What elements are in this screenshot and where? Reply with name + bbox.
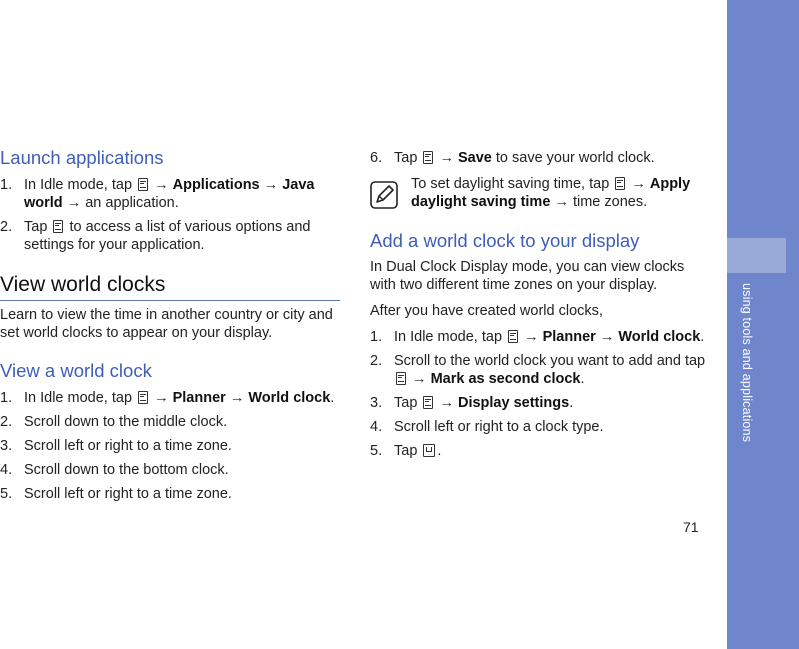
back-key-icon: [423, 444, 435, 457]
step-number: 3.: [370, 395, 383, 411]
menu-icon: [53, 220, 63, 233]
view-world-clocks-heading: View world clocks: [0, 272, 340, 301]
arrow: →: [524, 329, 539, 345]
menu-option-save: Save: [457, 150, 492, 166]
list-item: [0, 461, 340, 479]
step-text: Tap: [24, 219, 48, 235]
note-pencil-icon: [370, 181, 398, 209]
menu-icon: [138, 391, 148, 404]
step-number: 1.: [0, 390, 13, 406]
list-item: [370, 328, 710, 346]
list-item: [0, 389, 340, 407]
sidebar-section-title: using tools and applications: [740, 283, 754, 443]
list-item: [370, 394, 710, 412]
list-item: [0, 437, 340, 455]
note-text-part: time zones.: [572, 194, 648, 210]
step-text: to save your world clock.: [495, 150, 655, 166]
arrow: →: [631, 176, 646, 192]
step-text: Scroll to the world clock you want to add and tap: [394, 353, 706, 369]
launch-steps: [0, 176, 340, 254]
step-number: 1.: [0, 177, 13, 193]
step-text: Tap: [394, 395, 418, 411]
step-text: In Idle mode, tap: [394, 329, 503, 345]
menu-option-planner: Planner: [542, 329, 596, 345]
list-item: [370, 442, 710, 460]
arrow: →: [439, 395, 454, 411]
step-number: 3.: [0, 438, 13, 454]
list-item: [0, 413, 340, 431]
menu-option-world-clock: World clock: [248, 390, 331, 406]
punctuation: .: [437, 443, 442, 459]
arrow: →: [229, 390, 245, 406]
arrow: →: [66, 195, 82, 211]
step-text: Scroll down to the middle clock.: [24, 414, 228, 430]
step-number: 2.: [370, 353, 383, 369]
list-item: [0, 485, 340, 503]
world-clocks-description: Learn to view the time in another country or city and set world clocks to appear on your display.: [0, 307, 333, 341]
view-a-world-clock-heading: View a world clock: [0, 360, 152, 381]
view-clock-steps: [0, 389, 340, 503]
menu-option-world-clock: World clock: [618, 329, 701, 345]
menu-option-java-world: Java world: [24, 177, 315, 211]
step-text: Tap: [394, 150, 418, 166]
step-text: Tap: [394, 443, 418, 459]
step-text: to access a list of various options and settings for your application.: [24, 219, 311, 253]
arrow: →: [154, 390, 169, 406]
menu-option-mark-as-second-clock: Mark as second clock: [430, 371, 581, 387]
menu-option-apply-daylight-saving-time: Apply daylight saving time: [411, 176, 691, 210]
add-clock-steps: [370, 328, 710, 460]
page-number: 71: [683, 519, 699, 535]
step-text: Scroll down to the bottom clock.: [24, 462, 229, 478]
punctuation: .: [569, 395, 574, 411]
step-number: 6.: [370, 150, 383, 166]
right-column: [370, 146, 710, 460]
punctuation: .: [580, 371, 585, 387]
punctuation: .: [330, 390, 335, 406]
step-number: 1.: [370, 329, 383, 345]
step-text: an application.: [85, 195, 179, 211]
add-clock-description: In Dual Clock Display mode, you can view clocks with two different time zones on your display.: [370, 259, 685, 293]
step-text: Scroll left or right to a time zone.: [24, 438, 232, 454]
menu-option-applications: Applications: [172, 177, 260, 193]
step-number: 5.: [370, 443, 383, 459]
list-item: [370, 352, 710, 388]
arrow: →: [154, 177, 169, 193]
menu-icon: [396, 372, 406, 385]
menu-icon: [423, 151, 433, 164]
step-number: 2.: [0, 219, 13, 235]
menu-option-display-settings: Display settings: [457, 395, 570, 411]
arrow: →: [599, 329, 615, 345]
note: [370, 175, 710, 211]
step-number: 4.: [370, 419, 383, 435]
list-item: [0, 176, 340, 212]
menu-icon: [423, 396, 433, 409]
step-number: 4.: [0, 462, 13, 478]
launch-applications-heading: Launch applications: [0, 147, 164, 168]
step-number: 2.: [0, 414, 13, 430]
step-text: Scroll left or right to a clock type.: [394, 419, 604, 435]
add-world-clock-heading: Add a world clock to your display: [370, 230, 640, 251]
menu-option-planner: Planner: [172, 390, 226, 406]
sidebar-tab: [727, 238, 786, 273]
add-clock-intro: After you have created world clocks,: [370, 303, 603, 319]
note-text: [411, 175, 710, 211]
sidebar: [727, 0, 799, 649]
step-text: In Idle mode, tap: [24, 390, 133, 406]
save-step: [370, 149, 710, 167]
menu-icon: [615, 177, 625, 190]
list-item: [0, 218, 340, 254]
menu-icon: [138, 178, 148, 191]
note-text-part: To set daylight saving time, tap: [411, 176, 610, 192]
step-number: 5.: [0, 486, 13, 502]
left-column: [0, 146, 340, 503]
step-text: In Idle mode, tap: [24, 177, 133, 193]
menu-icon: [508, 330, 518, 343]
step-text: Scroll left or right to a time zone.: [24, 486, 232, 502]
arrow: →: [554, 194, 569, 210]
list-item: [370, 418, 710, 436]
list-item: [370, 149, 710, 167]
punctuation: .: [700, 329, 705, 345]
arrow: →: [439, 150, 454, 166]
arrow: →: [263, 177, 279, 193]
arrow: →: [412, 371, 427, 387]
